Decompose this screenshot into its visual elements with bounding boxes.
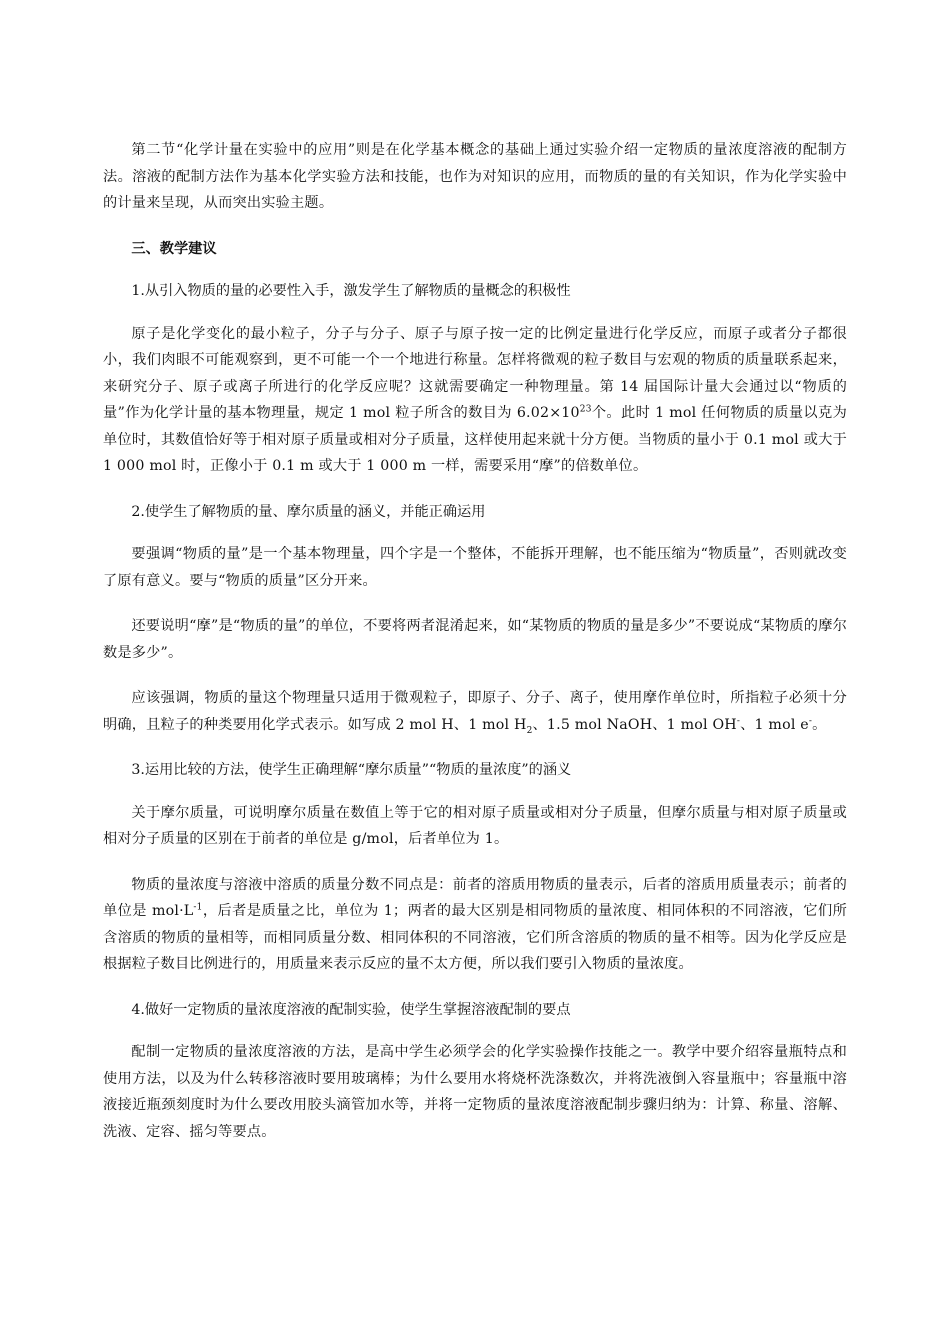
- text-segment: 个。此时 1 mol 任何物质的质量以克为单位时，其数值恰好等于相对原子质量或相对分子质量，这样使用起来就十分方便。当物质的量小于 0.1 mol 或大于 1 000 mol 时，正像小于 0.1 m 或大于 1 000 m 一样，需要采用“摩”的倍数单位。: [103, 405, 847, 474]
- section-heading-teaching-suggestions: 三、教学建议: [131, 240, 217, 257]
- paragraph-microscopic-particles: [103, 685, 847, 738]
- text-segment: 应该强调，物质的量这个物理量只适用于微观粒子，即原子、分子、离子，使用摩作单位时，所指粒子必须十分明确，且粒子的种类要用化学式表示。如写成 2 mol H、1 mol H: [103, 690, 847, 733]
- suggestion-2-title: 2.使学生了解物质的量、摩尔质量的涵义，并能正确运用: [131, 503, 486, 520]
- paragraph-solution-preparation: 配制一定物质的量浓度溶液的方法，是高中学生必须学会的化学实验操作技能之一。教学中要介绍容量瓶特点和使用方法，以及为什么转移溶液时要用玻璃棒；为什么要用水将烧杯洗涤数次，并将洗液倒入容量瓶中；容量瓶中溶液接近瓶颈刻度时为什么要改用胶头滴管加水等，并将一定物质的量浓度溶液配制步骤归纳为：计算、称量、溶解、洗液、定容、摇匀等要点。: [103, 1044, 847, 1140]
- text-segment: 、1.5 mol NaOH、1 mol OH: [532, 716, 737, 733]
- superscript: -: [736, 715, 741, 726]
- document-page: [103, 137, 847, 1164]
- paragraph-atoms: [103, 321, 847, 480]
- superscript: -: [808, 715, 813, 726]
- text-segment: 原子是化学变化的最小粒子，分子与分子、原子与原子按一定的比例定量进行化学反应，而原子或者分子都很小，我们肉眼不可能观察到，更不可能一个一个地进行称量。怎样将微观的粒子数目与宏观的物质的质量联系起来，来研究分子、原子或离子所进行的化学反应呢？这就需要确定一种物理量。第 14 届国际计量大会通过以“物质的量”作为化学计量的基本物理量，规定 1 mol 粒子所含的数目为 6.02×10: [103, 325, 847, 421]
- paragraph-intro: 第二节“化学计量在实验中的应用”则是在化学基本概念的基础上通过实验介绍一定物质的量浓度溶液的配制方法。溶液的配制方法作为基本化学实验方法和技能，也作为对知识的应用，而物质的量的有关知识，作为化学实验中的计量来呈现，从而突出实验主题。: [103, 142, 847, 211]
- paragraph-concentration: [103, 872, 847, 978]
- text-segment: 物质的量浓度与溶液中溶质的质量分数不同点是：前者的溶质用物质的量表示，后者的溶质用质量表示；前者的单位是 mol·L: [103, 876, 847, 919]
- subscript: 2: [526, 725, 533, 736]
- suggestion-4-title: 4.做好一定物质的量浓度溶液的配制实验，使学生掌握溶液配制的要点: [131, 1001, 571, 1018]
- paragraph-amount-of-substance: 要强调“物质的量”是一个基本物理量，四个字是一个整体，不能拆开理解，也不能压缩为“物质量”，否则就改变了原有意义。要与“物质的质量”区分开来。: [103, 546, 847, 589]
- suggestion-1-title: 1.从引入物质的量的必要性入手，激发学生了解物质的量概念的积极性: [131, 283, 571, 299]
- superscript: -1: [193, 902, 203, 913]
- text-segment: 。: [812, 716, 827, 733]
- text-segment: ，后者是质量之比，单位为 1；两者的最大区别是相同物质的量浓度、相同体积的不同溶液，它们所含溶质的物质的量相等，而相同质量分数、相同体积的不同溶液，它们所含溶质的物质的量不相等。因为化学反应是根据粒子数目比例进行的，用质量来表示反应的量不太方便，所以我们要引入物质的量浓度。: [103, 903, 847, 972]
- paragraph-mole-unit: 还要说明“摩”是“物质的量”的单位，不要将两者混淆起来，如“某物质的物质的量是多少”不要说成“某物质的摩尔数是多少”。: [103, 618, 847, 661]
- suggestion-3-title: 3.运用比较的方法，使学生正确理解“摩尔质量”“物质的量浓度”的涵义: [131, 762, 572, 778]
- superscript: 23: [579, 404, 592, 415]
- text-segment: 、1 mol e: [740, 716, 809, 733]
- paragraph-molar-mass: 关于摩尔质量，可说明摩尔质量在数值上等于它的相对原子质量或相对分子质量，但摩尔质量与相对原子质量或相对分子质量的区别在于前者的单位是 g/mol，后者单位为 1。: [103, 804, 847, 847]
